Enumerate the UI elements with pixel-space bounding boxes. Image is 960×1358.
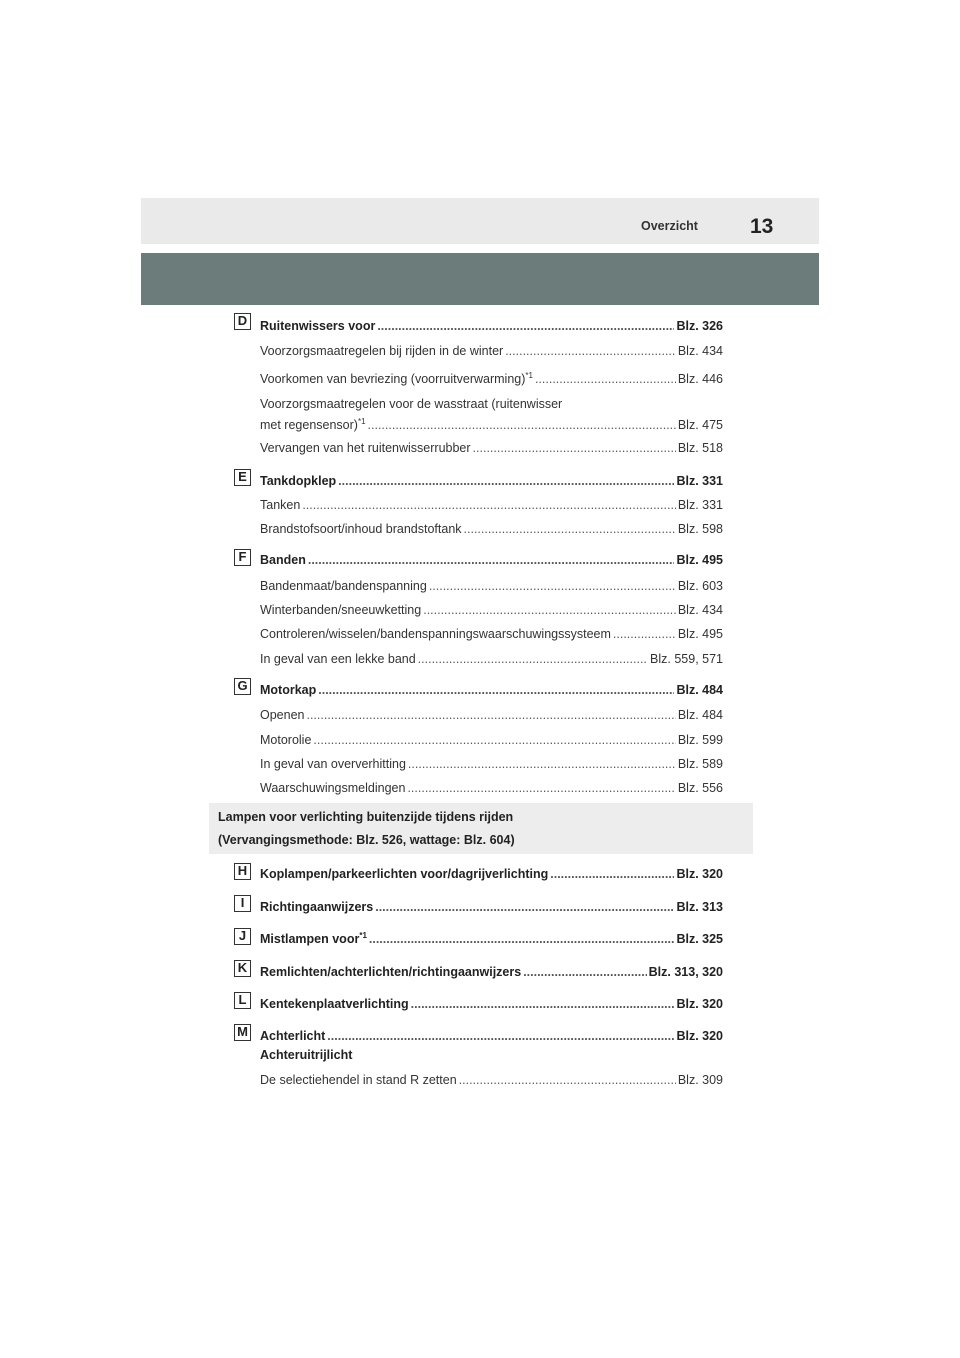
entry-page: Blz. 484 (676, 683, 723, 697)
entry-label: Openen (260, 708, 305, 722)
leader-dots (369, 932, 675, 947)
leader-dots (418, 652, 648, 667)
toc-entry-bevriezing[interactable] (260, 372, 723, 387)
entry-label: Bandenmaat/bandenspanning (260, 579, 427, 593)
leader-dots (613, 627, 676, 642)
toc-entry-waarschuwingsmeldingen[interactable] (260, 781, 723, 796)
marker-e: E (234, 469, 251, 486)
leader-dots (550, 867, 674, 882)
leader-dots (327, 1029, 674, 1044)
toc-entry-lekke-band[interactable] (260, 652, 723, 667)
toc-entry-richtingaanwijzers[interactable] (260, 900, 723, 915)
header-title: Overzicht (641, 219, 698, 233)
leader-dots (308, 553, 675, 568)
leader-dots (377, 319, 674, 334)
leader-dots (408, 757, 676, 772)
page-number: 13 (750, 215, 774, 238)
entry-label: Richtingaanwijzers (260, 900, 374, 914)
toc-entry-mistlampen[interactable] (260, 932, 723, 947)
entry-page: Blz. 598 (677, 522, 723, 536)
achteruitrijlicht-title: Achteruitrijlicht (260, 1048, 353, 1062)
entry-label: Tankdopklep (260, 474, 337, 488)
entry-label: De selectiehendel in stand R zetten (260, 1073, 457, 1087)
leader-dots (464, 522, 676, 537)
marker-d: D (234, 313, 251, 330)
marker-i: I (234, 895, 251, 912)
toc-entry-bandenspanning[interactable] (260, 627, 723, 642)
entry-page: Blz. 313, 320 (648, 965, 723, 979)
toc-entry-koplampen[interactable] (260, 867, 723, 882)
entry-page: Blz. 320 (676, 1029, 723, 1043)
entry-page: Blz. 556 (677, 781, 723, 795)
leader-dots (302, 498, 676, 513)
lamp-box-title: Lampen voor verlichting buitenzijde tijdens rijden (218, 810, 514, 824)
entry-label: Winterbanden/sneeuwketting (260, 603, 422, 617)
entry-label: Koplampen/parkeerlichten voor/dagrijverlichting (260, 867, 549, 881)
entry-page: Blz. 495 (677, 627, 723, 641)
toc-entry-tankdopklep[interactable] (260, 474, 723, 489)
toc-entry-oververhitting[interactable] (260, 757, 723, 772)
lamp-box-subtitle: (Vervangingsmethode: Blz. 526, wattage: Blz. 604) (218, 833, 515, 847)
entry-page: Blz. 446 (677, 372, 723, 386)
toc-entry-remlichten[interactable] (260, 965, 723, 980)
entry-page: Blz. 331 (676, 474, 723, 488)
entry-label: In geval van een lekke band (260, 652, 416, 666)
toc-entry-motorolie[interactable] (260, 733, 723, 748)
entry-page: Blz. 589 (677, 757, 723, 771)
header-band (141, 253, 819, 305)
leader-dots (429, 579, 676, 594)
entry-page: Blz. 320 (676, 867, 723, 881)
entry-page: Blz. 313 (676, 900, 723, 914)
entry-label: Motorkap (260, 683, 317, 697)
leader-dots (338, 474, 674, 489)
marker-m: M (234, 1024, 251, 1041)
header-bar (141, 198, 819, 244)
leader-dots (368, 418, 676, 433)
toc-entry-wasstraat[interactable] (260, 418, 723, 433)
entry-page: Blz. 518 (677, 441, 723, 455)
footnote-mark: *1 (359, 930, 367, 940)
entry-label: Kentekenplaatverlichting (260, 997, 409, 1011)
leader-dots (459, 1073, 676, 1088)
entry-page: Blz. 326 (676, 319, 723, 333)
entry-label: Remlichten/achterlichten/richtingaanwijzers (260, 965, 522, 979)
leader-dots (411, 997, 675, 1012)
toc-entry-kentekenplaatverlichting[interactable] (260, 997, 723, 1012)
entry-label: Tanken (260, 498, 301, 512)
entry-label: Banden (260, 553, 306, 567)
entry-label: Vervangen van het ruitenwisserrubber (260, 441, 471, 455)
toc-entry-ruitenwisserrubber[interactable] (260, 441, 723, 456)
footnote-mark: *1 (357, 416, 366, 426)
leader-dots (313, 733, 675, 748)
leader-dots (306, 708, 675, 723)
entry-page: Blz. 484 (677, 708, 723, 722)
toc-entry-motorkap[interactable] (260, 683, 723, 698)
toc-entry-banden[interactable] (260, 553, 723, 568)
leader-dots (535, 372, 676, 387)
marker-h: H (234, 863, 251, 880)
entry-page: Blz. 559, 571 (650, 652, 723, 666)
entry-label: Mistlampen voor$^{*1}$ (260, 930, 367, 946)
entry-page: Blz. 475 (677, 418, 723, 432)
entry-label: met regensensor)$^{*1}$ (260, 416, 366, 432)
marker-k: K (234, 960, 251, 977)
entry-label: Ruitenwissers voor (260, 319, 376, 333)
entry-label: Voorzorgsmaatregelen bij rijden in de winter (260, 344, 504, 358)
entry-page: Blz. 495 (676, 553, 723, 567)
entry-label: Motorolie (260, 733, 312, 747)
entry-label: Waarschuwingsmeldingen (260, 781, 406, 795)
toc-entry-selectiehendel[interactable] (260, 1073, 723, 1088)
toc-entry-openen[interactable] (260, 708, 723, 723)
entry-page: Blz. 320 (676, 997, 723, 1011)
toc-entry-brandstof[interactable] (260, 522, 723, 537)
entry-page: Blz. 599 (677, 733, 723, 747)
leader-dots (423, 603, 676, 618)
marker-g: G (234, 678, 251, 695)
marker-f: F (234, 549, 251, 566)
entry-label: Achterlicht (260, 1029, 326, 1043)
entry-label-line1: Voorzorgsmaatregelen voor de wasstraat (ruitenwisser (260, 397, 563, 411)
marker-l: L (234, 992, 251, 1009)
leader-dots (375, 900, 674, 915)
toc-entry-ruitenwissers-voor[interactable] (260, 319, 723, 334)
entry-page: Blz. 603 (677, 579, 723, 593)
marker-j: J (234, 928, 251, 945)
toc-entry-bandenmaat[interactable] (260, 579, 723, 594)
entry-page: Blz. 434 (677, 344, 723, 358)
footnote-mark: *1 (525, 370, 533, 380)
entry-page: Blz. 434 (677, 603, 723, 617)
entry-page: Blz. 325 (676, 932, 723, 946)
leader-dots (473, 441, 676, 456)
leader-dots (318, 683, 674, 698)
toc-entry-tanken[interactable] (260, 498, 723, 513)
toc-entry-winterbanden[interactable] (260, 603, 723, 618)
leader-dots (523, 965, 646, 980)
entry-label: Brandstofsoort/inhoud brandstoftank (260, 522, 462, 536)
leader-dots (505, 344, 676, 359)
toc-entry-achterlicht[interactable] (260, 1029, 723, 1044)
entry-label: In geval van oververhitting (260, 757, 406, 771)
leader-dots (407, 781, 675, 796)
toc-entry-winter[interactable] (260, 344, 723, 359)
entry-label: Voorkomen van bevriezing (voorruitverwarming)$^{*1}$ (260, 370, 533, 386)
entry-page: Blz. 309 (677, 1073, 723, 1087)
entry-label: Controleren/wisselen/bandenspanningswaarschuwingssysteem (260, 627, 611, 641)
entry-page: Blz. 331 (677, 498, 723, 512)
